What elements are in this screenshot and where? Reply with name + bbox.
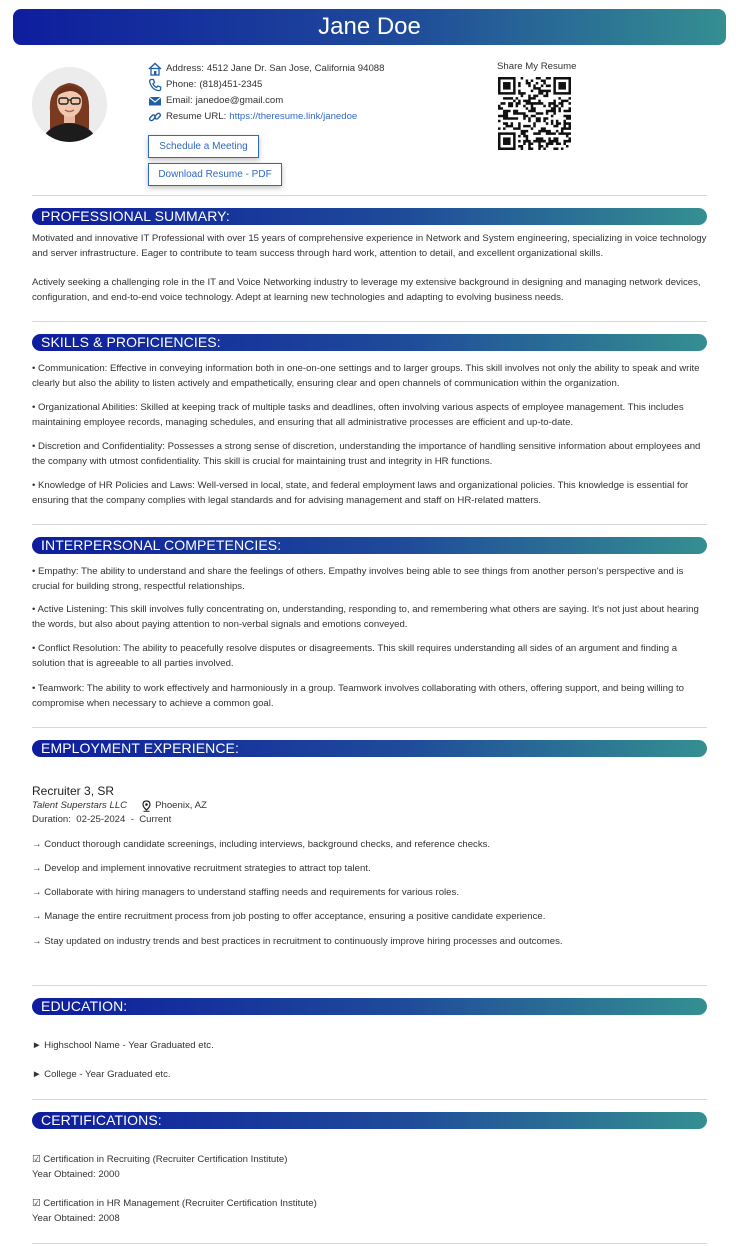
divider [32,985,707,986]
phone-value: (818)451-2345 [199,78,263,90]
share-label: Share My Resume [497,61,577,72]
link-icon [148,110,162,124]
job-duty: → Collaborate with hiring managers to understand staffing needs and requirements for various roles. [32,887,459,898]
divider [32,1243,707,1244]
skill-item: • Discretion and Confidentiality: Possesses a strong sense of discretion, understanding the importance of handling sensitive information about employees and the company with utmost confidentiality. This skill is crucial for maintaining trust and integrity in HR functions. [32,441,701,467]
job-location-text: Phoenix, AZ [155,800,207,811]
certification-year: Year Obtained: 2008 [32,1213,120,1224]
qr-code-icon[interactable] [498,77,571,150]
job-duty: → Manage the entire recruitment process from job posting to offer acceptance, ensuring a positive candidate experience. [32,911,546,922]
skill-item: • Knowledge of HR Policies and Laws: Well-versed in local, state, and federal employment laws and organizational policies. This knowledge is essential for ensuring that the company complies with legal standards and for advising management and staff on HR-related matters. [32,480,689,506]
phone-row [148,77,478,93]
interpersonal-item: • Teamwork: The ability to work effectively and harmoniously in a group. Teamwork involves collaborating with others, offering support, and being willing to compromise when necessary to achieve a common goal. [32,683,684,709]
duration-start: 02-25-2024 [76,814,126,825]
employment-heading: EMPLOYMENT EXPERIENCE: [32,740,707,757]
duration-separator: - [130,814,134,825]
interpersonal-item: • Conflict Resolution: The ability to peacefully resolve disputes or disagreements. This skill requires understanding all sides of an argument and finding a solution that is agreeable to all parties involved. [32,643,678,669]
url-label: Resume URL: [166,110,227,122]
map-pin-icon [141,800,152,812]
job-duty: → Conduct thorough candidate screenings, including interviews, background checks, and reference checks. [32,839,491,850]
job-title: Recruiter 3, SR [32,784,115,798]
phone-label: Phone: [166,78,197,90]
divider [32,1099,707,1100]
certification-year: Year Obtained: 2000 [32,1169,120,1180]
certification-name: ☑ Certification in Recruiting (Recruiter Certification Institute) [32,1154,288,1165]
address-value: 4512 Jane Dr. San Jose, California 94088 [206,62,385,74]
job-duration [32,813,171,827]
job-meta [32,799,207,813]
interpersonal-item: • Active Listening: This skill involves fully concentrating on, understanding, responding to, and remembering what others are saying. It's not just about hearing the words, but also about paying attention to non-verbal signals and emotions conveyed. [32,604,699,630]
name-title: Jane Doe [13,9,726,45]
divider [32,727,707,728]
summary-paragraph: Motivated and innovative IT Professional with over 15 years of comprehensive experience in Network and System engineering, specializing in voice technology and server infrastructure. Eager to contribute to team success through hard work, attention to detail, and excellent organizational skills. [32,233,707,259]
certifications-heading: CERTIFICATIONS: [32,1112,707,1129]
job-duty: → Stay updated on industry trends and best practices in recruitment to continuously improve hiring processes and outcomes. [32,936,563,947]
interpersonal-heading: INTERPERSONAL COMPETENCIES: [32,537,707,554]
resume-url-link[interactable]: https://theresume.link/janedoe [229,110,358,122]
address-row [148,61,478,77]
address-label: Address: [166,62,204,74]
profile-photo [32,67,107,142]
education-item: ► Highschool Name - Year Graduated etc. [32,1040,214,1051]
education-heading: EDUCATION: [32,998,707,1015]
job-company: Talent Superstars LLC [32,800,128,811]
skill-item: • Organizational Abilities: Skilled at keeping track of multiple tasks and deadlines, often involving various aspects of employee management. This includes maintaining employee records, managing schedules, and ensuring that all administrative processes are efficient and up-to-date. [32,402,684,428]
divider [32,321,707,322]
job-location [141,799,207,813]
education-item: ► College - Year Graduated etc. [32,1069,171,1080]
contact-info [148,61,478,125]
divider [32,195,707,196]
email-row [148,93,478,109]
email-icon [148,94,162,108]
phone-icon [148,78,162,92]
certification-name: ☑ Certification in HR Management (Recruiter Certification Institute) [32,1198,317,1209]
email-value[interactable]: janedoe@gmail.com [195,94,284,106]
job-duty: → Develop and implement innovative recruitment strategies to attract top talent. [32,863,371,874]
duration-end: Current [139,814,172,825]
schedule-meeting-button[interactable]: Schedule a Meeting [148,135,259,158]
download-resume-pdf-button[interactable]: Download Resume - PDF [148,163,282,186]
skill-item: • Communication: Effective in conveying information both in one-on-one settings and to larger groups. This skill involves not only the ability to speak and write clearly but also the ability to listen actively and empathetically, ensuring clear and open channels of communication within the organization. [32,363,700,389]
duration-label: Duration: [32,814,71,825]
interpersonal-item: • Empathy: The ability to understand and share the feelings of others. Empathy involves being able to see things from another person's perspective and is crucial for building strong, respectful relationships. [32,566,684,592]
home-icon [148,62,162,76]
email-label: Email: [166,94,193,106]
summary-heading: PROFESSIONAL SUMMARY: [32,208,707,225]
skills-heading: SKILLS & PROFICIENCIES: [32,334,707,351]
summary-paragraph: Actively seeking a challenging role in the IT and Voice Networking industry to leverage my extensive background in designing and managing network devices, configuration, and end-to-end voice technology. Adept at learning new technologies and adapting to evolving business needs. [32,277,701,303]
avatar [32,67,107,142]
url-row [148,109,478,125]
divider [32,524,707,525]
